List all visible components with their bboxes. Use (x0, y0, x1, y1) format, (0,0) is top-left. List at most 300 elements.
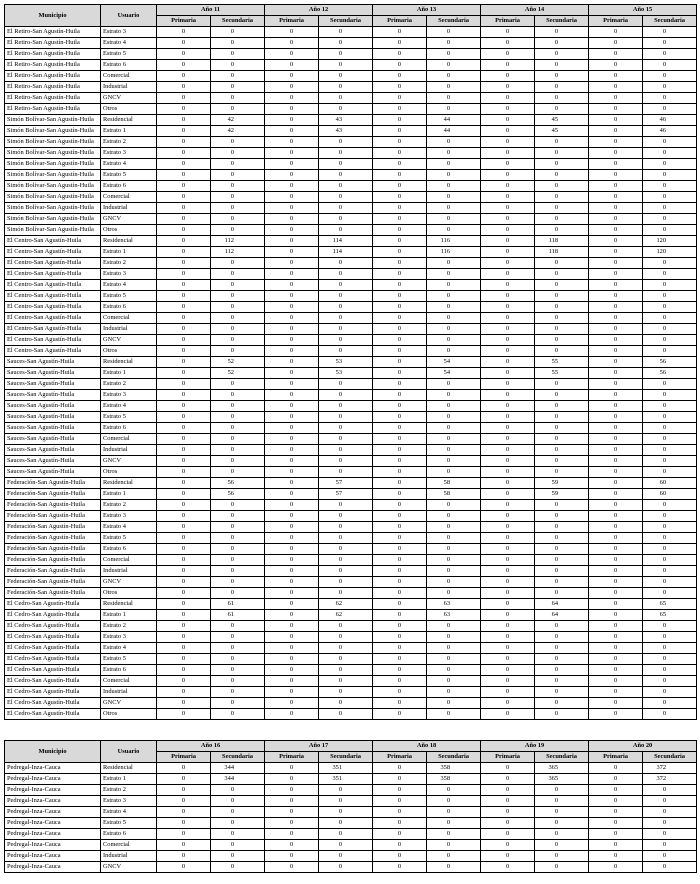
cell-secundaria: 344 (211, 774, 265, 785)
cell-primaria: 0 (373, 82, 427, 93)
cell-secundaria: 57 (319, 478, 373, 489)
cell-secundaria: 0 (535, 324, 589, 335)
cell-primaria: 0 (157, 401, 211, 412)
cell-primaria: 0 (265, 214, 319, 225)
cell-primaria: 0 (481, 93, 535, 104)
table-row (5, 665, 697, 676)
cell-municipio: Sauces-San Agustín-Huila (5, 445, 101, 456)
cell-primaria: 0 (481, 599, 535, 610)
cell-secundaria: 0 (427, 632, 481, 643)
cell-usuario: Estrato 3 (101, 27, 157, 38)
cell-secundaria: 0 (211, 423, 265, 434)
cell-secundaria: 0 (211, 445, 265, 456)
table-row (5, 203, 697, 214)
cell-secundaria: 0 (427, 687, 481, 698)
table-row (5, 577, 697, 588)
cell-usuario: Estrato 6 (101, 544, 157, 555)
cell-secundaria: 0 (643, 665, 697, 676)
cell-secundaria: 0 (319, 302, 373, 313)
cell-primaria: 0 (481, 412, 535, 423)
cell-usuario: Estrato 4 (101, 38, 157, 49)
cell-secundaria: 116 (427, 247, 481, 258)
table-row (5, 313, 697, 324)
header-year: Año 16 (157, 741, 265, 752)
cell-secundaria: 43 (319, 115, 373, 126)
cell-primaria: 0 (481, 840, 535, 851)
cell-municipio: Federación-San Agustín-Huila (5, 500, 101, 511)
table-row (5, 522, 697, 533)
cell-primaria: 0 (589, 632, 643, 643)
cell-secundaria: 57 (319, 489, 373, 500)
cell-secundaria: 0 (319, 533, 373, 544)
cell-primaria: 0 (373, 423, 427, 434)
cell-primaria: 0 (481, 401, 535, 412)
cell-primaria: 0 (589, 159, 643, 170)
cell-usuario: Estrato 2 (101, 258, 157, 269)
table-row (5, 214, 697, 225)
cell-primaria: 0 (589, 71, 643, 82)
cell-secundaria: 0 (319, 379, 373, 390)
cell-secundaria: 0 (211, 676, 265, 687)
cell-usuario: Comercial (101, 434, 157, 445)
cell-primaria: 0 (157, 49, 211, 60)
header-primaria: Primaria (589, 752, 643, 763)
cell-primaria: 0 (373, 840, 427, 851)
cell-primaria: 0 (589, 258, 643, 269)
cell-secundaria: 372 (643, 763, 697, 774)
cell-primaria: 0 (481, 192, 535, 203)
cell-primaria: 0 (157, 862, 211, 873)
cell-municipio: Simón Bolívar-San Agustín-Huila (5, 203, 101, 214)
cell-secundaria: 0 (535, 203, 589, 214)
cell-municipio: Pedregal-Inza-Cauca (5, 785, 101, 796)
cell-usuario: Estrato 4 (101, 807, 157, 818)
cell-primaria: 0 (481, 324, 535, 335)
cell-municipio: Sauces-San Agustín-Huila (5, 401, 101, 412)
cell-municipio: El Centro-San Agustín-Huila (5, 313, 101, 324)
cell-usuario: Estrato 6 (101, 181, 157, 192)
cell-secundaria: 0 (319, 137, 373, 148)
cell-municipio: Simón Bolívar-San Agustín-Huila (5, 159, 101, 170)
cell-primaria: 0 (373, 49, 427, 60)
table-row (5, 401, 697, 412)
cell-primaria: 0 (589, 763, 643, 774)
cell-municipio: El Retiro-San Agustín-Huila (5, 60, 101, 71)
cell-municipio: Simón Bolívar-San Agustín-Huila (5, 137, 101, 148)
cell-secundaria: 372 (643, 774, 697, 785)
cell-secundaria: 0 (319, 467, 373, 478)
cell-municipio: El Centro-San Agustín-Huila (5, 280, 101, 291)
cell-primaria: 0 (157, 676, 211, 687)
cell-primaria: 0 (373, 654, 427, 665)
cell-usuario: Estrato 4 (101, 159, 157, 170)
cell-secundaria: 45 (535, 115, 589, 126)
table-row (5, 829, 697, 840)
cell-usuario: Estrato 5 (101, 412, 157, 423)
cell-secundaria: 0 (643, 93, 697, 104)
cell-secundaria: 0 (319, 621, 373, 632)
cell-primaria: 0 (589, 610, 643, 621)
cell-primaria: 0 (373, 709, 427, 720)
cell-usuario: Estrato 2 (101, 621, 157, 632)
cell-secundaria: 61 (211, 610, 265, 621)
cell-primaria: 0 (157, 269, 211, 280)
table-row (5, 335, 697, 346)
cell-usuario: Estrato 3 (101, 511, 157, 522)
cell-primaria: 0 (481, 126, 535, 137)
cell-municipio: El Cedro-San Agustín-Huila (5, 709, 101, 720)
cell-usuario: Comercial (101, 313, 157, 324)
cell-usuario: Estrato 5 (101, 533, 157, 544)
cell-usuario: Estrato 1 (101, 774, 157, 785)
cell-secundaria: 0 (535, 709, 589, 720)
cell-secundaria: 0 (427, 467, 481, 478)
cell-primaria: 0 (481, 82, 535, 93)
cell-secundaria: 0 (535, 555, 589, 566)
cell-secundaria: 58 (427, 478, 481, 489)
cell-secundaria: 0 (319, 401, 373, 412)
cell-primaria: 0 (265, 643, 319, 654)
cell-secundaria: 0 (319, 38, 373, 49)
cell-secundaria: 0 (427, 621, 481, 632)
cell-primaria: 0 (157, 280, 211, 291)
cell-municipio: Federación-San Agustín-Huila (5, 522, 101, 533)
cell-primaria: 0 (589, 774, 643, 785)
cell-primaria: 0 (265, 82, 319, 93)
cell-secundaria: 0 (643, 335, 697, 346)
cell-primaria: 0 (373, 511, 427, 522)
cell-primaria: 0 (265, 126, 319, 137)
cell-secundaria: 0 (643, 60, 697, 71)
cell-primaria: 0 (481, 643, 535, 654)
cell-primaria: 0 (373, 60, 427, 71)
cell-usuario: GNCV (101, 214, 157, 225)
header-primaria: Primaria (265, 752, 319, 763)
cell-secundaria: 0 (211, 203, 265, 214)
cell-secundaria: 0 (211, 71, 265, 82)
cell-secundaria: 0 (319, 566, 373, 577)
cell-secundaria: 0 (643, 577, 697, 588)
cell-secundaria: 0 (211, 577, 265, 588)
cell-secundaria: 54 (427, 368, 481, 379)
cell-secundaria: 0 (643, 818, 697, 829)
cell-municipio: Sauces-San Agustín-Huila (5, 467, 101, 478)
header-primaria: Primaria (481, 16, 535, 27)
cell-secundaria: 53 (319, 368, 373, 379)
cell-municipio: Federación-San Agustín-Huila (5, 555, 101, 566)
cell-primaria: 0 (373, 269, 427, 280)
table-row (5, 192, 697, 203)
cell-secundaria: 0 (535, 456, 589, 467)
table-row (5, 258, 697, 269)
cell-secundaria: 0 (427, 280, 481, 291)
cell-usuario: Residencial (101, 478, 157, 489)
cell-usuario: Estrato 3 (101, 796, 157, 807)
cell-secundaria: 64 (535, 610, 589, 621)
cell-secundaria: 0 (643, 148, 697, 159)
cell-secundaria: 0 (211, 851, 265, 862)
cell-municipio: Sauces-San Agustín-Huila (5, 412, 101, 423)
cell-primaria: 0 (589, 423, 643, 434)
header-municipio: Municipio (5, 5, 101, 27)
cell-primaria: 0 (481, 335, 535, 346)
cell-secundaria: 0 (211, 214, 265, 225)
cell-secundaria: 52 (211, 368, 265, 379)
cell-secundaria: 0 (319, 654, 373, 665)
cell-primaria: 0 (589, 38, 643, 49)
cell-secundaria: 0 (427, 445, 481, 456)
cell-municipio: Sauces-San Agustín-Huila (5, 357, 101, 368)
cell-usuario: Estrato 3 (101, 148, 157, 159)
cell-municipio: El Centro-San Agustín-Huila (5, 247, 101, 258)
table-row (5, 698, 697, 709)
cell-secundaria: 0 (319, 522, 373, 533)
cell-secundaria: 0 (319, 698, 373, 709)
table-row (5, 774, 697, 785)
cell-secundaria: 0 (643, 796, 697, 807)
cell-secundaria: 0 (535, 38, 589, 49)
cell-usuario: Residencial (101, 357, 157, 368)
cell-secundaria: 0 (643, 280, 697, 291)
cell-primaria: 0 (157, 192, 211, 203)
cell-usuario: Estrato 2 (101, 379, 157, 390)
cell-primaria: 0 (589, 390, 643, 401)
cell-secundaria: 0 (535, 511, 589, 522)
header-secundaria: Secundaria (643, 752, 697, 763)
cell-primaria: 0 (157, 71, 211, 82)
cell-secundaria: 0 (319, 291, 373, 302)
cell-secundaria: 0 (535, 104, 589, 115)
cell-primaria: 0 (589, 643, 643, 654)
cell-primaria: 0 (589, 709, 643, 720)
cell-primaria: 0 (373, 599, 427, 610)
cell-secundaria: 0 (643, 643, 697, 654)
cell-secundaria: 0 (319, 555, 373, 566)
cell-primaria: 0 (157, 774, 211, 785)
cell-secundaria: 0 (643, 851, 697, 862)
cell-secundaria: 0 (427, 698, 481, 709)
cell-municipio: Simón Bolívar-San Agustín-Huila (5, 170, 101, 181)
cell-primaria: 0 (481, 763, 535, 774)
cell-primaria: 0 (265, 236, 319, 247)
cell-secundaria: 0 (427, 566, 481, 577)
cell-primaria: 0 (157, 687, 211, 698)
cell-secundaria: 0 (211, 588, 265, 599)
table-row (5, 643, 697, 654)
cell-primaria: 0 (373, 774, 427, 785)
cell-primaria: 0 (589, 478, 643, 489)
cell-primaria: 0 (157, 698, 211, 709)
cell-secundaria: 0 (427, 82, 481, 93)
cell-secundaria: 0 (211, 818, 265, 829)
cell-primaria: 0 (265, 159, 319, 170)
cell-primaria: 0 (373, 379, 427, 390)
cell-primaria: 0 (373, 324, 427, 335)
cell-secundaria: 0 (643, 423, 697, 434)
cell-primaria: 0 (589, 434, 643, 445)
cell-primaria: 0 (589, 27, 643, 38)
cell-primaria: 0 (589, 533, 643, 544)
table-row (5, 862, 697, 873)
cell-secundaria: 0 (643, 82, 697, 93)
cell-secundaria: 0 (211, 709, 265, 720)
table-row (5, 368, 697, 379)
cell-secundaria: 0 (427, 665, 481, 676)
cell-usuario: Otros (101, 346, 157, 357)
cell-primaria: 0 (373, 763, 427, 774)
header-municipio: Municipio (5, 741, 101, 763)
cell-secundaria: 62 (319, 599, 373, 610)
cell-municipio: Federación-San Agustín-Huila (5, 533, 101, 544)
cell-secundaria: 0 (319, 60, 373, 71)
cell-primaria: 0 (265, 247, 319, 258)
table-row (5, 687, 697, 698)
cell-primaria: 0 (481, 467, 535, 478)
cell-primaria: 0 (481, 302, 535, 313)
cell-primaria: 0 (265, 774, 319, 785)
cell-secundaria: 0 (211, 379, 265, 390)
cell-secundaria: 0 (211, 500, 265, 511)
cell-primaria: 0 (265, 38, 319, 49)
cell-primaria: 0 (373, 159, 427, 170)
cell-secundaria: 0 (427, 807, 481, 818)
cell-primaria: 0 (157, 104, 211, 115)
cell-primaria: 0 (265, 313, 319, 324)
cell-primaria: 0 (481, 544, 535, 555)
cell-secundaria: 0 (211, 346, 265, 357)
cell-primaria: 0 (589, 445, 643, 456)
cell-municipio: Federación-San Agustín-Huila (5, 588, 101, 599)
cell-primaria: 0 (265, 434, 319, 445)
cell-primaria: 0 (157, 203, 211, 214)
cell-secundaria: 43 (319, 126, 373, 137)
cell-municipio: Federación-San Agustín-Huila (5, 544, 101, 555)
header-secundaria: Secundaria (319, 16, 373, 27)
cell-primaria: 0 (481, 851, 535, 862)
cell-primaria: 0 (373, 401, 427, 412)
cell-primaria: 0 (589, 785, 643, 796)
cell-secundaria: 344 (211, 763, 265, 774)
cell-municipio: El Retiro-San Agustín-Huila (5, 49, 101, 60)
cell-secundaria: 0 (535, 71, 589, 82)
cell-primaria: 0 (265, 807, 319, 818)
cell-municipio: Sauces-San Agustín-Huila (5, 456, 101, 467)
cell-secundaria: 0 (427, 214, 481, 225)
cell-secundaria: 0 (427, 324, 481, 335)
cell-secundaria: 65 (643, 610, 697, 621)
cell-secundaria: 0 (319, 192, 373, 203)
cell-secundaria: 0 (427, 555, 481, 566)
cell-usuario: Estrato 2 (101, 500, 157, 511)
cell-primaria: 0 (157, 313, 211, 324)
cell-primaria: 0 (157, 148, 211, 159)
cell-primaria: 0 (265, 335, 319, 346)
cell-primaria: 0 (373, 785, 427, 796)
cell-primaria: 0 (481, 280, 535, 291)
cell-secundaria: 0 (319, 632, 373, 643)
cell-secundaria: 63 (427, 610, 481, 621)
cell-primaria: 0 (481, 456, 535, 467)
cell-secundaria: 0 (211, 533, 265, 544)
cell-primaria: 0 (481, 137, 535, 148)
cell-primaria: 0 (157, 445, 211, 456)
cell-secundaria: 0 (535, 82, 589, 93)
cell-secundaria: 0 (319, 511, 373, 522)
cell-primaria: 0 (265, 851, 319, 862)
cell-secundaria: 0 (211, 785, 265, 796)
cell-usuario: GNCV (101, 698, 157, 709)
cell-secundaria: 0 (319, 170, 373, 181)
table-row (5, 60, 697, 71)
cell-primaria: 0 (157, 159, 211, 170)
table-row (5, 236, 697, 247)
cell-secundaria: 0 (427, 148, 481, 159)
cell-primaria: 0 (265, 566, 319, 577)
table-row (5, 302, 697, 313)
cell-secundaria: 0 (535, 181, 589, 192)
cell-primaria: 0 (481, 665, 535, 676)
cell-primaria: 0 (157, 236, 211, 247)
cell-secundaria: 0 (319, 93, 373, 104)
cell-secundaria: 0 (319, 818, 373, 829)
table-row (5, 445, 697, 456)
cell-municipio: El Centro-San Agustín-Huila (5, 302, 101, 313)
cell-primaria: 0 (157, 489, 211, 500)
cell-primaria: 0 (373, 38, 427, 49)
cell-municipio: Federación-San Agustín-Huila (5, 478, 101, 489)
cell-primaria: 0 (373, 170, 427, 181)
cell-primaria: 0 (481, 379, 535, 390)
cell-primaria: 0 (373, 456, 427, 467)
cell-secundaria: 0 (643, 676, 697, 687)
cell-secundaria: 0 (211, 324, 265, 335)
cell-municipio: Sauces-San Agustín-Huila (5, 368, 101, 379)
cell-secundaria: 0 (643, 654, 697, 665)
cell-primaria: 0 (157, 807, 211, 818)
cell-secundaria: 0 (427, 379, 481, 390)
cell-primaria: 0 (265, 291, 319, 302)
cell-primaria: 0 (589, 654, 643, 665)
cell-primaria: 0 (157, 522, 211, 533)
table-row (5, 346, 697, 357)
cell-primaria: 0 (157, 225, 211, 236)
cell-primaria: 0 (157, 796, 211, 807)
cell-primaria: 0 (265, 115, 319, 126)
cell-primaria: 0 (265, 302, 319, 313)
cell-primaria: 0 (481, 654, 535, 665)
table-row (5, 807, 697, 818)
cell-primaria: 0 (157, 93, 211, 104)
cell-usuario: Estrato 4 (101, 401, 157, 412)
cell-primaria: 0 (373, 280, 427, 291)
table-row (5, 412, 697, 423)
cell-municipio: Sauces-San Agustín-Huila (5, 434, 101, 445)
cell-usuario: Industrial (101, 566, 157, 577)
cell-secundaria: 60 (643, 478, 697, 489)
table-row (5, 379, 697, 390)
cell-secundaria: 0 (319, 214, 373, 225)
cell-secundaria: 0 (535, 643, 589, 654)
cell-primaria: 0 (373, 610, 427, 621)
cell-primaria: 0 (265, 49, 319, 60)
cell-secundaria: 61 (211, 599, 265, 610)
cell-secundaria: 52 (211, 357, 265, 368)
cell-secundaria: 44 (427, 115, 481, 126)
cell-primaria: 0 (481, 71, 535, 82)
cell-municipio: El Centro-San Agustín-Huila (5, 269, 101, 280)
cell-primaria: 0 (157, 588, 211, 599)
cell-secundaria: 0 (643, 566, 697, 577)
